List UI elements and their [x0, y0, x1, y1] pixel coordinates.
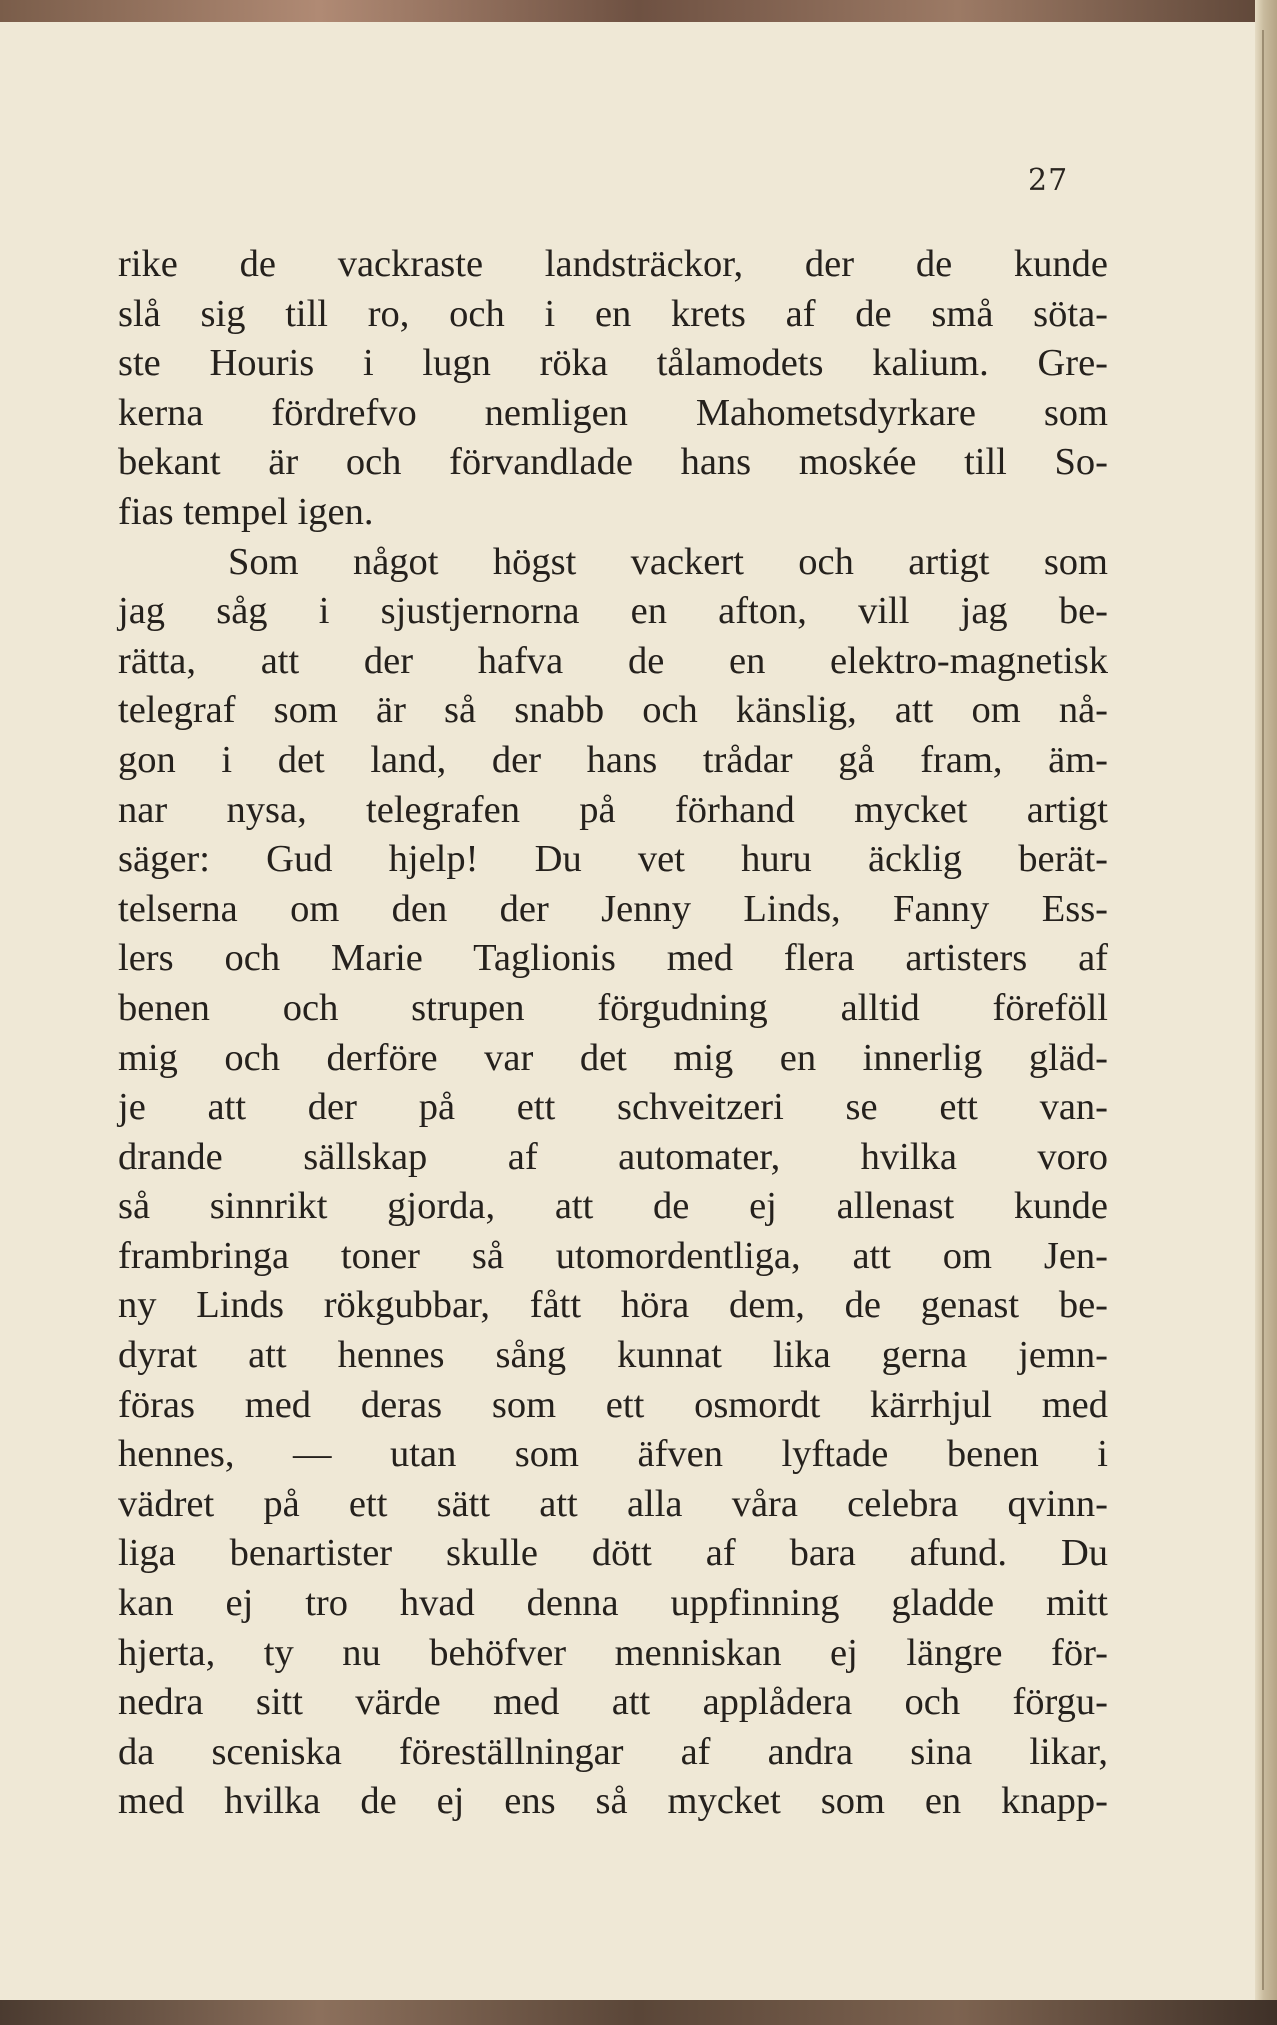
text-line: telegraf som är så snabb och känslig, att om nå- [118, 689, 1108, 732]
text-line: kan ej tro hvad denna uppfinning gladde mitt [118, 1582, 1108, 1625]
text-line: nar nysa, telegrafen på förhand mycket artigt [118, 788, 1108, 831]
text-line: nedra sitt värde med att applådera och förgu- [118, 1681, 1108, 1724]
text-line: vädret på ett sätt att alla våra celebra qvinn- [118, 1482, 1108, 1525]
page-edge-shadow [1262, 30, 1264, 1990]
text-line: rike de vackraste landsträckor, der de kunde [118, 243, 1108, 285]
text-line: frambringa toner så utomordentliga, att om Jen- [118, 1234, 1108, 1277]
text-line: benen och strupen förgudning alltid föreföll [118, 986, 1108, 1029]
text-line: ste Houris i lugn röka tålamodets kalium. Gre- [118, 342, 1108, 385]
text-line: drande sällskap af automater, hvilka voro [118, 1135, 1108, 1178]
text-line: så sinnrikt gjorda, att de ej allenast kunde [118, 1185, 1108, 1228]
text-line: med hvilka de ej ens så mycket som en knapp- [118, 1780, 1108, 1823]
text-line: föras med deras som ett osmordt kärrhjul med [118, 1383, 1108, 1426]
text-line: liga benartister skulle dött af bara afund. Du [118, 1532, 1108, 1575]
text-line: hennes, — utan som äfven lyftade benen i [118, 1433, 1108, 1476]
text-line: telserna om den der Jenny Linds, Fanny Ess- [118, 887, 1108, 930]
text-line: dyrat att hennes sång kunnat lika gerna jemn- [118, 1334, 1108, 1377]
page-edge-right [1255, 0, 1277, 2025]
text-line: mig och derföre var det mig en innerlig gläd- [118, 1036, 1108, 1079]
text-line: fias tempel igen. [118, 490, 374, 533]
binding-edge-bottom [0, 2000, 1277, 2025]
text-line: hjerta, ty nu behöfver menniskan ej längre för- [118, 1631, 1108, 1674]
text-line: säger: Gud hjelp! Du vet huru äcklig berät- [118, 838, 1108, 881]
text-line: gon i det land, der hans trådar gå fram, äm- [118, 738, 1108, 781]
text-line: je att der på ett schveitzeri se ett van- [118, 1086, 1108, 1129]
text-line: kerna fördrefvo nemligen Mahometsdyrkare som [118, 391, 1108, 434]
text-line: rätta, att der hafva de en elektro-magnetisk [118, 639, 1108, 682]
binding-edge-top [0, 0, 1277, 22]
text-line: ny Linds rökgubbar, fått höra dem, de genast be- [118, 1284, 1108, 1327]
page-number: 27 [1028, 163, 1069, 198]
text-line: bekant är och förvandlade hans moskée till So- [118, 441, 1108, 484]
body-text [118, 240, 1108, 1827]
text-line: jag såg i sjustjernorna en afton, vill jag be- [118, 590, 1108, 633]
paragraph-start: Som något högst vackert och artigt som [228, 540, 1108, 583]
text-line: slå sig till ro, och i en krets af de små söta- [118, 292, 1108, 335]
text-line: lers och Marie Taglionis med flera artisters af [118, 937, 1108, 980]
text-line: da sceniska föreställningar af andra sina likar, [118, 1730, 1108, 1773]
